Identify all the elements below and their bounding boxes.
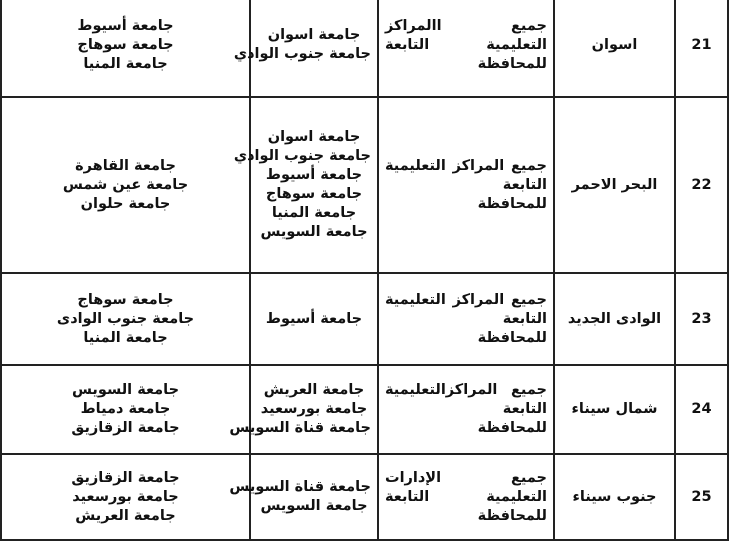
governorate-cell: الوادى الجديد (554, 273, 675, 365)
row-number: 24 (675, 365, 728, 454)
primary-universities-cell (233, 0, 378, 97)
university-item: جامعة القاهرة (75, 157, 176, 174)
university-item: جامعة اسوان (267, 129, 361, 145)
university-item: جامعة المنيا (271, 205, 357, 221)
university-item: جامعة أسيوط (77, 17, 174, 34)
secondary-universities-cell (1, 0, 250, 97)
centers-cell (378, 97, 554, 273)
centers-line: جميع المراكزالتعليمية التابعة (385, 382, 547, 417)
university-item: جامعة جنوب الوادي (233, 148, 371, 164)
centers-line: جميع المراكز التعليمية التابعة (385, 291, 547, 327)
secondary-universities-cell (1, 454, 250, 540)
secondary-universities-cell (1, 365, 250, 454)
centers-cell (378, 365, 554, 454)
university-item: جامعة أسيوط (265, 167, 363, 183)
row-number: 23 (675, 273, 728, 365)
university-item: جامعة الزقازيق (71, 420, 180, 436)
table-row (1, 97, 728, 273)
governorate-cell: شمال سيناء (554, 365, 675, 454)
university-item: جامعة جنوب الوادى (56, 310, 195, 327)
centers-line: للمحافظة (477, 420, 547, 436)
university-item: جامعة المنيا (83, 55, 168, 72)
centers-cell (378, 454, 554, 540)
primary-universities-cell (250, 273, 378, 365)
table-body (1, 0, 728, 540)
centers-line: للمحافظة (477, 55, 547, 72)
university-item: جامعة جنوب الوادي (233, 46, 371, 62)
centers-line: جميع المراكز التعليمية التابعة (385, 157, 547, 193)
university-item: جامعة عين شمس (62, 176, 189, 193)
row-number: 21 (675, 0, 728, 97)
university-item: جامعة سوهاج (77, 291, 174, 308)
university-item: جامعة دمياط (80, 401, 171, 417)
university-item: جامعة اسوان (267, 27, 361, 43)
centers-line: للمحافظة (477, 329, 547, 346)
university-item: جامعة الزقازيق (71, 469, 180, 486)
university-item: جامعة أسيوط (265, 310, 363, 327)
university-item: جامعة قناة السويس (229, 479, 371, 495)
centers-line: للمحافظة (477, 195, 547, 212)
university-item: جامعة العريش (75, 507, 176, 524)
governorate-cell: البحر الاحمر (554, 97, 675, 273)
university-item: جامعة بورسعيد (72, 488, 179, 505)
centers-line: جميع الإدارات التعليمية التابعة (385, 469, 547, 505)
table-row (1, 273, 728, 365)
secondary-universities-cell (1, 97, 250, 273)
row-number: 22 (675, 97, 728, 273)
university-item: جامعة المنيا (83, 329, 168, 346)
centers-line: جميع االمراكز التعليمية التابعة (385, 17, 547, 53)
university-item: جامعة قناة السويس (229, 420, 371, 436)
university-item: جامعة بورسعيد (260, 401, 368, 417)
centers-line: للمحافظة (477, 507, 547, 524)
table-row (1, 365, 728, 454)
university-item: جامعة السويس (260, 224, 368, 240)
governorate-cell: اسوان (554, 0, 675, 97)
primary-universities-cell (229, 454, 378, 540)
centers-cell (378, 273, 554, 365)
university-item: جامعة السويس (260, 498, 368, 514)
primary-universities-cell (233, 97, 378, 273)
centers-cell (378, 0, 554, 97)
primary-universities-cell (229, 365, 378, 454)
table-row (1, 0, 728, 97)
university-item: جامعة حلوان (80, 195, 171, 212)
university-item: جامعة سوهاج (265, 186, 363, 202)
row-number: 25 (675, 454, 728, 540)
secondary-universities-cell (1, 273, 250, 365)
university-item: جامعة السويس (71, 382, 180, 398)
university-item: جامعة سوهاج (77, 36, 174, 53)
table-row (1, 454, 728, 540)
university-item: جامعة العريش (263, 382, 365, 398)
governorate-cell: جنوب سيناء (554, 454, 675, 540)
